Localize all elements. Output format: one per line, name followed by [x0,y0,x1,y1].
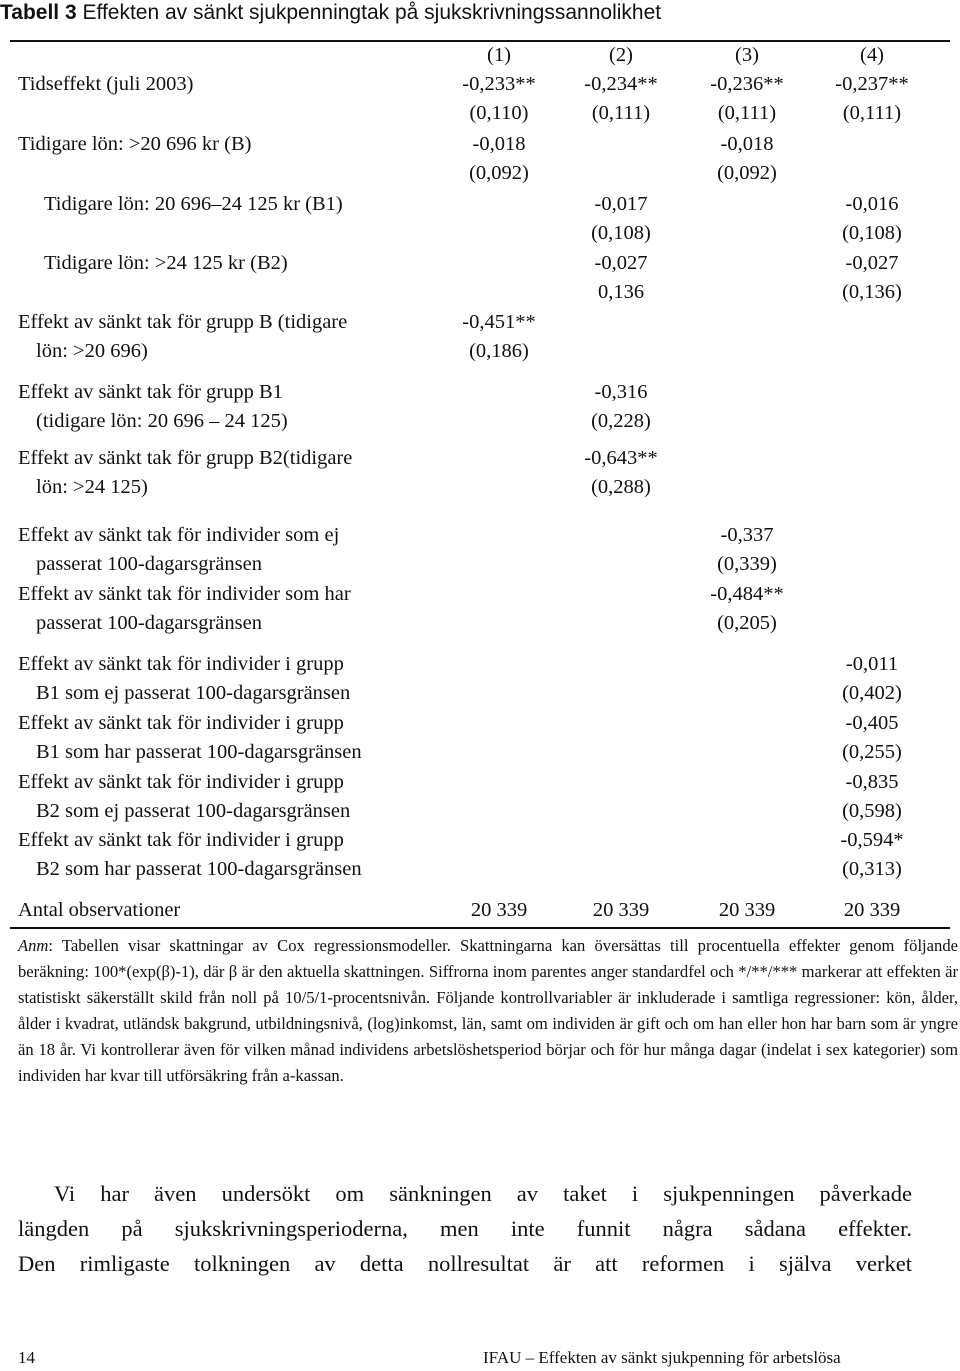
standard-error-cell: (0,111) [591,102,651,124]
column-header: (2) [609,44,633,66]
coefficient-cell: -0,236** [710,73,784,95]
row-label: B2 som ej passerat 100-dagarsgränsen [36,800,351,822]
coefficient-cell: -0,234** [584,73,658,95]
coefficient-cell: -0,027 [845,252,899,274]
standard-error-cell: (0,110) [469,102,529,124]
row-label: Effekt av sänkt tak för individer som har [18,583,351,605]
coefficient-cell: -0,643** [584,447,658,469]
running-title: IFAU – Effekten av sänkt sjukpenning för arbetslösa [483,1348,841,1367]
bottom-rule [10,927,950,929]
coefficient-cell: -0,018 [472,133,526,155]
table-title [0,0,661,26]
observations-label: Antal observationer [18,899,181,921]
row-label: Tidigare lön: >24 125 kr (B2) [44,252,288,274]
observations-cell: 20 339 [592,899,650,921]
standard-error-cell: (0,111) [717,102,777,124]
row-label: Effekt av sänkt tak för individer i grupp [18,771,344,793]
row-label: B2 som har passerat 100-dagarsgränsen [36,858,362,880]
standard-error-cell: 0,136 [597,281,645,303]
standard-error-cell: (0,092) [469,162,529,184]
coefficient-cell: -0,011 [845,653,899,675]
coefficient-cell: -0,484** [710,583,784,605]
coefficient-cell: -0,237** [835,73,909,95]
row-label: Effekt av sänkt tak för grupp B1 [18,381,283,403]
note-text: : Tabellen visar skattningar av Cox regressionsmodeller. Skattningarna kan översättas till procentuella effekter genom följande beräkning: 100*(exp(β)-1), där β är den aktuella skattningen. Siffrorna inom parentes anger standardfel och */**/*** markerar att effekten är statistiskt säkerställt skild från noll på 10/5/1-procentsnivån. Följande kontrollvariabler är inkluderade i samtliga regressioner: kön, ålder, ålder i kvadrat, utländsk bakgrund, utbildningsnivå, (log)inkomst, län, samt om individen är gift och om han eller hon har barn som är yngre än 18 år. Vi kontrollerar även för vilken månad individens arbetslöshetsperiod börjar och för hur många dagar (indelat i sex kategorier) som individen har kvar till utförsäkring från a-kassan. [18,936,958,1085]
row-label: Effekt av sänkt tak för individer i grupp [18,712,344,734]
coefficient-cell: -0,337 [720,524,774,546]
row-label: Effekt av sänkt tak för individer i grupp [18,653,344,675]
paragraph-line: längden på sjukskrivningsperioderna, men inte funnit några sådana effekter. [18,1216,912,1241]
page-number: 14 [18,1348,35,1367]
coefficient-cell: -0,316 [594,381,648,403]
standard-error-cell: (0,205) [717,612,777,634]
coefficient-cell: -0,405 [845,712,899,734]
observations-cell: 20 339 [718,899,776,921]
note-prefix: Anm [18,936,49,955]
column-header: (1) [487,44,511,66]
row-label: Effekt av sänkt tak för individer som ej [18,524,340,546]
coefficient-cell: -0,835 [845,771,899,793]
paragraph-line: Den rimligaste tolkningen av detta nollresultat är att reformen i själva verket [18,1251,912,1276]
coefficient-cell: -0,233** [462,73,536,95]
standard-error-cell: (0,108) [591,222,651,244]
standard-error-cell: (0,339) [717,553,777,575]
standard-error-cell: (0,228) [591,410,651,432]
paragraph-line: Vi har även undersökt om sänkningen av taket i sjukpenningen påverkade [54,1181,912,1206]
row-label: Tidigare lön: >20 696 kr (B) [18,133,252,155]
row-label: (tidigare lön: 20 696 – 24 125) [36,410,288,432]
table-caption: Effekten av sänkt sjukpenningtak på sjukskrivningssannolikhet [82,1,662,24]
table-label: Tabell 3 [0,1,77,24]
column-header: (3) [735,44,759,66]
standard-error-cell: (0,598) [842,800,902,822]
standard-error-cell: (0,288) [591,476,651,498]
table-note [18,933,958,1089]
standard-error-cell: (0,402) [842,682,902,704]
coefficient-cell: -0,027 [594,252,648,274]
column-header: (4) [860,44,884,66]
row-label: lön: >24 125) [36,476,148,498]
observations-cell: 20 339 [843,899,901,921]
row-label: B1 som ej passerat 100-dagarsgränsen [36,682,351,704]
row-label: B1 som har passerat 100-dagarsgränsen [36,741,362,763]
standard-error-cell: (0,313) [842,858,902,880]
row-label: Tidigare lön: 20 696–24 125 kr (B1) [44,193,343,215]
row-label: lön: >20 696) [36,340,148,362]
row-label: Tidseffekt (juli 2003) [18,73,194,95]
coefficient-cell: -0,017 [594,193,648,215]
row-label: Effekt av sänkt tak för grupp B (tidigare [18,311,348,333]
coefficient-cell: -0,016 [845,193,899,215]
coefficient-cell: -0,451** [462,311,536,333]
standard-error-cell: (0,092) [717,162,777,184]
coefficient-cell: -0,594* [840,829,904,851]
row-label: Effekt av sänkt tak för grupp B2(tidigare [18,447,353,469]
observations-cell: 20 339 [470,899,528,921]
standard-error-cell: (0,136) [842,281,902,303]
standard-error-cell: (0,108) [842,222,902,244]
coefficient-cell: -0,018 [720,133,774,155]
row-label: Effekt av sänkt tak för individer i grupp [18,829,344,851]
standard-error-cell: (0,186) [469,340,529,362]
row-label: passerat 100-dagarsgränsen [36,612,262,634]
standard-error-cell: (0,111) [842,102,902,124]
standard-error-cell: (0,255) [842,741,902,763]
row-label: passerat 100-dagarsgränsen [36,553,262,575]
